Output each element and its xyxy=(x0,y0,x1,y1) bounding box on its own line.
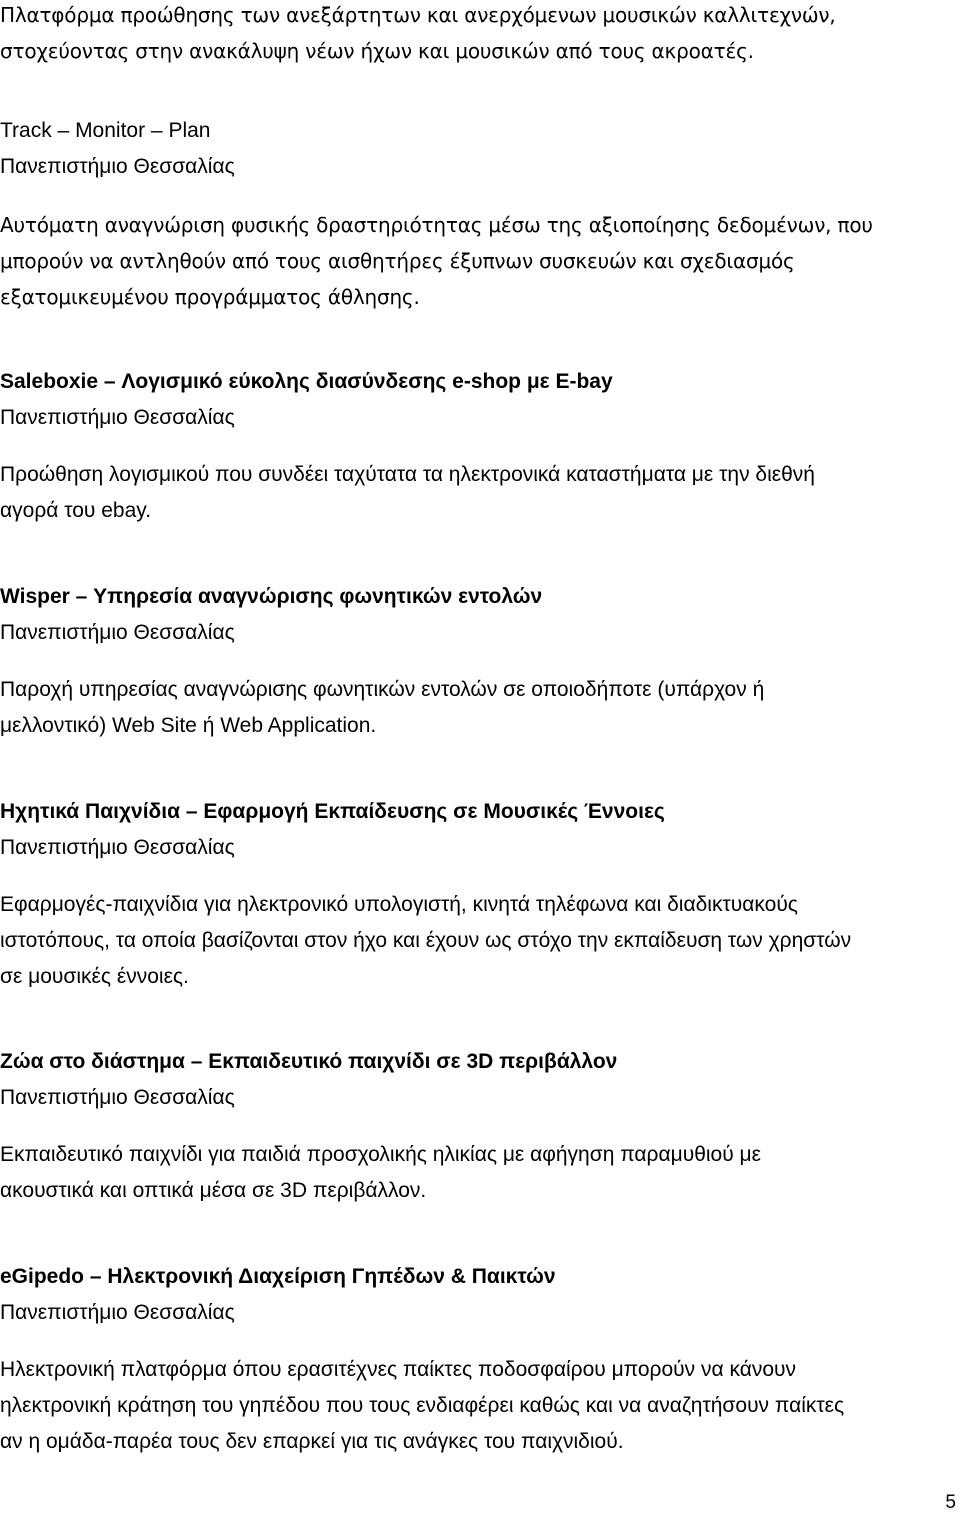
description-line: ιστοτόπους, τα οποία βασίζονται στον ήχο και έχουν ως στόχο την εκπαίδευση των χρηστών xyxy=(0,929,852,952)
project-university: Πανεπιστήμιο Θεσσαλίας xyxy=(0,836,235,859)
project-university: Πανεπιστήμιο Θεσσαλίας xyxy=(0,621,235,644)
description-line: Παροχή υπηρεσίας αναγνώρισης φωνητικών εντολών σε οποιοδήποτε (υπάρχον ή xyxy=(0,678,765,701)
intro-line: στοχεύοντας στην ανακάλυψη νέων ήχων και μουσικών από τους ακροατές. xyxy=(0,39,754,63)
project-description xyxy=(0,1137,958,1209)
description-line: μπορούν να αντληθούν από τους αισθητήρες έξυπνων συσκευών και σχεδιασμός xyxy=(0,249,795,273)
project-university: Πανεπιστήμιο Θεσσαλίας xyxy=(0,1086,235,1109)
intro-line: Πλατφόρμα προώθησης των ανεξάρτητων και ανερχόμενων μουσικών καλλιτεχνών, xyxy=(0,3,836,27)
description-line: Εφαρμογές-παιχνίδια για ηλεκτρονικό υπολογιστή, κινητά τηλέφωνα και διαδικτυακούς xyxy=(0,893,798,916)
description-line: ακουστικά και οπτικά μέσα σε 3D περιβάλλον. xyxy=(0,1179,427,1202)
project-university: Πανεπιστήμιο Θεσσαλίας xyxy=(0,155,235,178)
description-line: Εκπαιδευτικό παιχνίδι για παιδιά προσχολικής ηλικίας με αφήγηση παραμυθιού με xyxy=(0,1143,762,1166)
description-line: αγορά του ebay. xyxy=(0,499,152,522)
project-description xyxy=(0,672,958,744)
project-title: Saleboxie – Λογισμικό εύκολης διασύνδεσης e-shop με E-bay xyxy=(0,370,613,393)
project-title: Ηχητικά Παιχνίδια – Εφαρμογή Εκπαίδευσης σε Μουσικές Έννοιες xyxy=(0,800,665,823)
project-wisper xyxy=(0,579,958,651)
description-line: εξατομικευμένου προγράμματος άθλησης. xyxy=(0,285,420,309)
project-sound-games xyxy=(0,794,958,866)
project-university: Πανεπιστήμιο Θεσσαλίας xyxy=(0,406,235,429)
project-animals-in-space xyxy=(0,1044,958,1116)
description-line: σε μουσικές έννοιες. xyxy=(0,965,189,988)
project-description xyxy=(0,207,958,315)
project-track-monitor-plan xyxy=(0,113,958,185)
description-line: μελλοντικό) Web Site ή Web Application. xyxy=(0,714,377,737)
project-saleboxie xyxy=(0,364,958,436)
description-line: Αυτόματη αναγνώριση φυσικής δραστηριότητας μέσω της αξιοποίησης δεδομένων, που xyxy=(0,213,873,237)
project-description xyxy=(0,887,958,995)
description-line: αν η ομάδα-παρέα τους δεν επαρκεί για τις ανάγκες του παιχνιδιού. xyxy=(0,1430,624,1453)
project-egipedo xyxy=(0,1259,958,1331)
project-description xyxy=(0,457,958,529)
project-title: Wisper – Υπηρεσία αναγνώρισης φωνητικών εντολών xyxy=(0,585,543,608)
project-title: Track – Monitor – Plan xyxy=(0,119,211,142)
project-title: Ζώα στο διάστημα – Εκπαιδευτικό παιχνίδι σε 3D περιβάλλον xyxy=(0,1050,618,1073)
description-line: Προώθηση λογισμικού που συνδέει ταχύτατα τα ηλεκτρονικά καταστήματα με την διεθνή xyxy=(0,463,815,486)
project-title: eGipedo – Ηλεκτρονική Διαχείριση Γηπέδων & Παικτών xyxy=(0,1265,556,1288)
project-description xyxy=(0,1352,958,1460)
description-line: ηλεκτρονική κράτηση του γηπέδου που τους ενδιαφέρει καθώς και να αναζητήσουν παίκτες xyxy=(0,1394,845,1417)
intro-paragraph xyxy=(0,0,958,69)
page-number: 5 xyxy=(945,1492,956,1513)
project-university: Πανεπιστήμιο Θεσσαλίας xyxy=(0,1301,235,1324)
description-line: Ηλεκτρονική πλατφόρμα όπου ερασιτέχνες παίκτες ποδοσφαίρου μπορούν να κάνουν xyxy=(0,1358,797,1381)
